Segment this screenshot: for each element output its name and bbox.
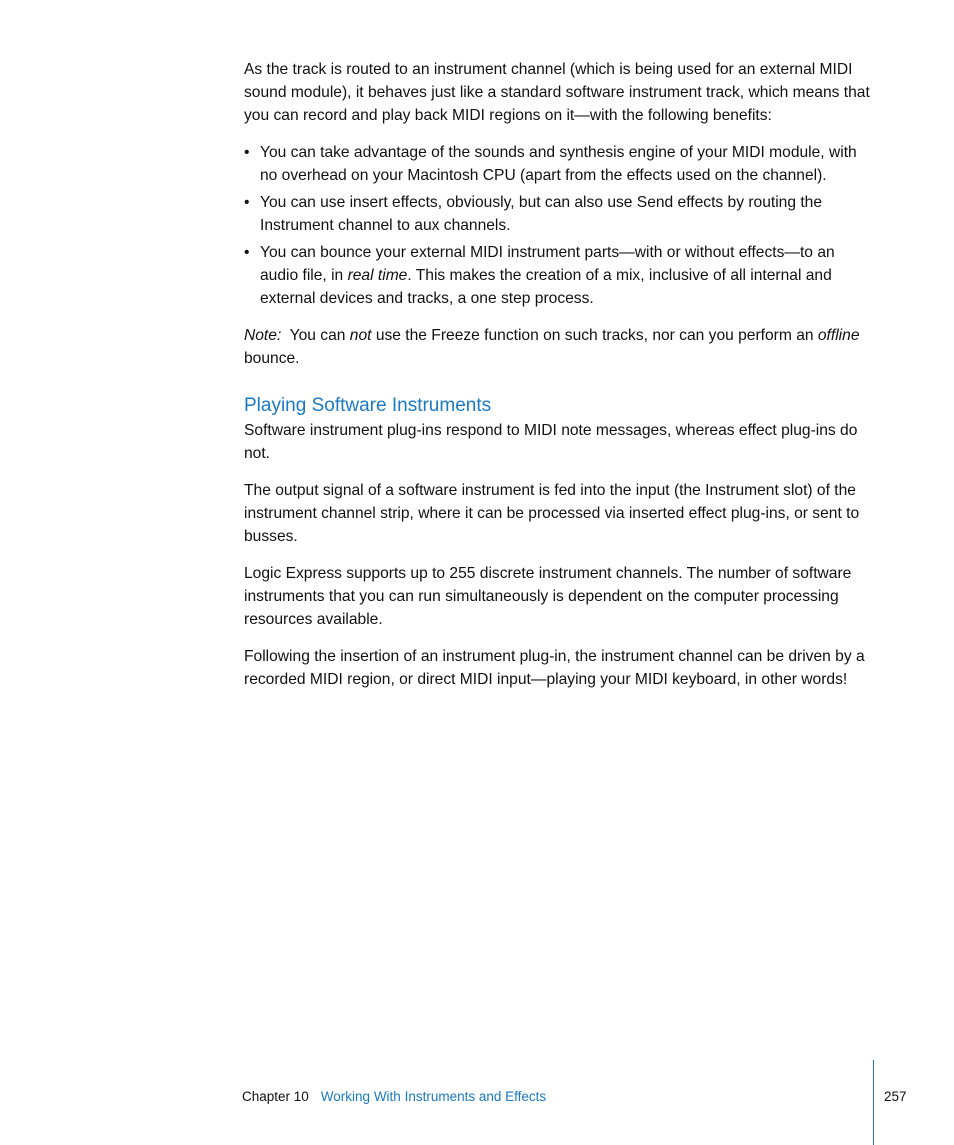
note-italic-2: offline [817, 327, 860, 344]
list-item-text: You can use insert effects, obviously, but can also use Send effects by routing the Instrument channel to aux channels. [260, 194, 823, 234]
bullet-marker: • [244, 244, 250, 261]
list-item [244, 141, 874, 187]
section-paragraph: Logic Express supports up to 255 discrete instrument channels. The number of software instruments that you can run simultaneously is dependent on the computer processing resources available. [244, 565, 852, 628]
list-item-text-before: You can bounce your external MIDI instrument parts—with or without effects—to an audio file, in [260, 244, 835, 284]
list-item [244, 241, 874, 310]
note-text-3: bounce. [244, 350, 300, 367]
footer-chapter: Chapter 10 [242, 1089, 309, 1104]
bullet-marker: • [244, 194, 250, 211]
benefits-list [244, 141, 874, 310]
note-paragraph [244, 324, 874, 370]
list-item-italic: real time [347, 267, 408, 284]
list-item-text-after: . This makes the creation of a mix, inclusive of all internal and external devices and tracks, a one step process. [260, 267, 832, 307]
note-label: Note: [244, 327, 282, 344]
list-item [244, 191, 874, 237]
page-number: 257 [884, 1089, 907, 1104]
section-paragraph: Following the insertion of an instrument plug-in, the instrument channel can be driven by a recorded MIDI region, or direct MIDI input—playing your MIDI keyboard, in other words! [244, 648, 865, 688]
section-heading: Playing Software Instruments [244, 395, 492, 416]
footer-chapter-title: Working With Instruments and Effects [320, 1089, 547, 1104]
page-body [244, 58, 874, 705]
section-paragraph: Software instrument plug-ins respond to MIDI note messages, whereas effect plug-ins do not. [244, 422, 858, 462]
footer-divider [873, 1060, 874, 1145]
list-item-text: You can take advantage of the sounds and synthesis engine of your MIDI module, with no overhead on your Macintosh CPU (apart from the effects used on the channel). [260, 144, 857, 184]
bullet-marker: • [244, 144, 250, 161]
note-italic-1: not [349, 327, 372, 344]
intro-paragraph: As the track is routed to an instrument channel (which is being used for an external MIDI sound module), it behaves just like a standard software instrument track, which means that you can record and play back MIDI regions on it—with the following benefits: [244, 61, 870, 124]
section-paragraph: The output signal of a software instrument is fed into the input (the Instrument slot) of the instrument channel strip, where it can be processed via inserted effect plug-ins, or sent to busses. [244, 482, 860, 545]
note-text-1: You can [281, 327, 350, 344]
page-footer [242, 1087, 546, 1107]
note-text-2: use the Freeze function on such tracks, nor can you perform an [371, 327, 818, 344]
